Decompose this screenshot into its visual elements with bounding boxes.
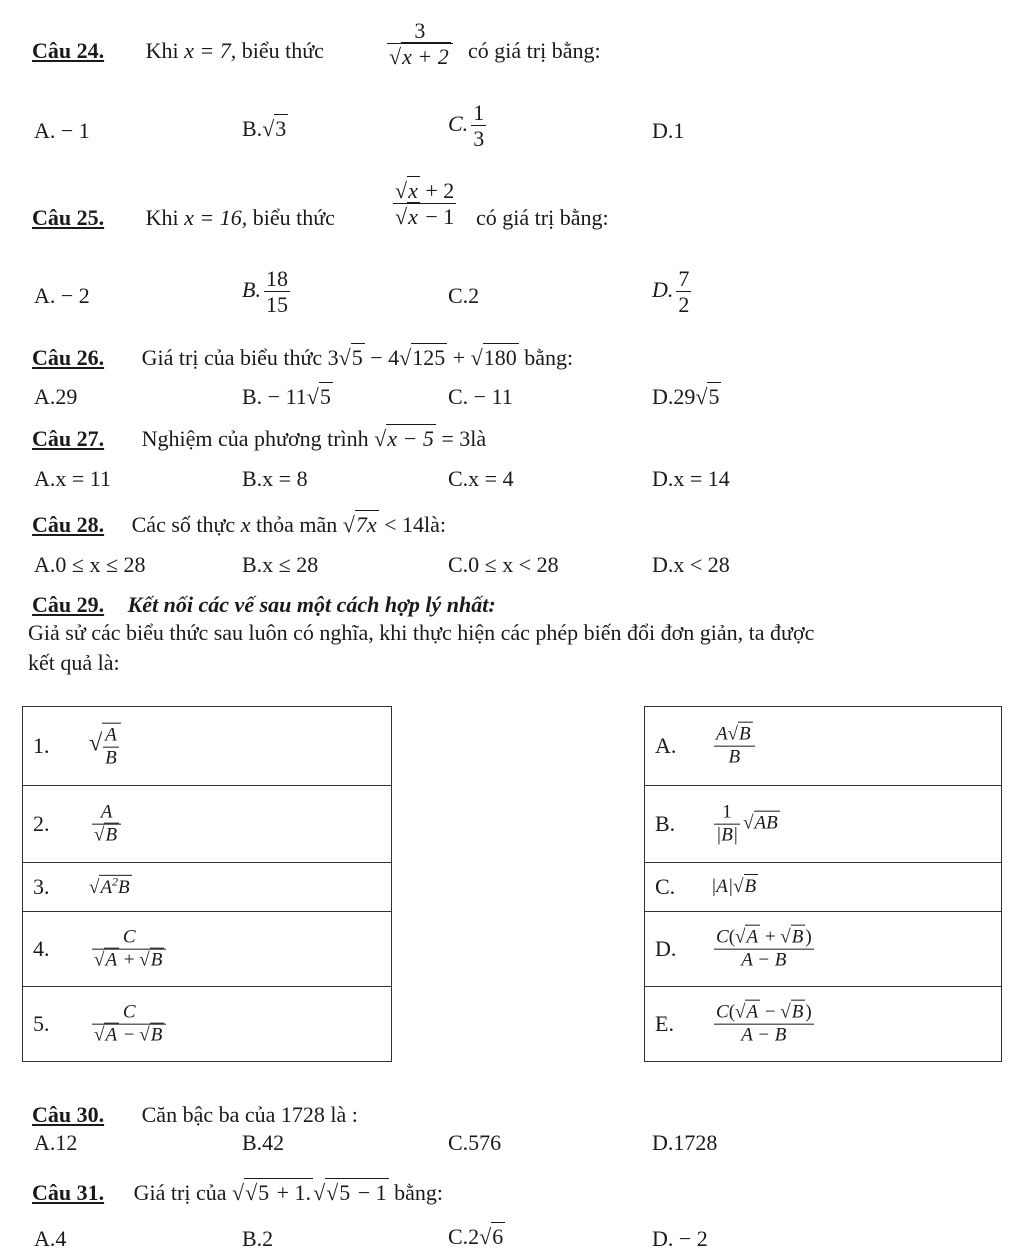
q29-left-table: [22, 706, 392, 1062]
q30-stem: [32, 1102, 358, 1128]
q24-text-pre: Khi: [145, 38, 179, 63]
right-row-e: E. $\frac{C(√A - √B )}{A - B}$: [655, 1001, 812, 1046]
q26-option-d: D.29√5: [652, 384, 720, 409]
q29-line1: Giả sử các biểu thức sau luôn có nghĩa, khi thực hiện các phép biến đổi đơn giản, ta được: [28, 620, 815, 645]
q28-option-d: D.x < 28: [652, 552, 730, 577]
q24-text-mid: biểu thức: [241, 38, 324, 63]
q30-text: Căn bậc ba của 1728 là :: [141, 1102, 358, 1127]
left-row-3: 3. $√A^2B$: [23, 863, 391, 912]
right-row-a-letter: A.: [655, 733, 677, 758]
q27-stem: Câu 27. Nghiệm của phương trình √x − 5 = 3là: [32, 426, 487, 451]
q25-text-post: có giá trị bằng:: [476, 205, 609, 230]
left-row-1-num: 1.: [33, 733, 50, 758]
q29-heading: [32, 592, 496, 618]
q27-option-d: D.x = 14: [652, 466, 730, 491]
right-row-a: A. $\frac{A√B}{B}$: [645, 707, 1001, 786]
q29-label: Câu 29.: [32, 592, 105, 617]
q24-option-b: B.√3: [242, 116, 287, 141]
q26-label: Câu 26.: [32, 345, 105, 370]
q29-line2: kết quả là:: [28, 650, 120, 675]
q31-option-a: A.4: [34, 1226, 67, 1251]
q25-label: Câu 25.: [32, 205, 105, 230]
q31-option-c: C.2√6: [448, 1224, 504, 1249]
q28-stem: Câu 28. Các số thực x thỏa mãn √7x < 14là:: [32, 512, 446, 537]
left-row-1-expr: √ $\frac{A}{B}$: [89, 723, 124, 770]
q27-label: Câu 27.: [32, 426, 105, 451]
right-row-b: B. $\frac{1}{|B|}$ √AB: [645, 786, 1001, 863]
q27-option-b: B.x = 8: [242, 466, 308, 491]
q24-text-post: có giá trị bằng:: [468, 38, 601, 63]
left-row-5: 5. $\frac{C}{√A - √B}$: [23, 987, 391, 1061]
q25-option-b: B. $\frac{18}{15}$: [242, 266, 288, 318]
q29-right-table: [644, 706, 1002, 1062]
q30-option-c: C.576: [448, 1130, 502, 1155]
q24-expr-num: 3: [387, 18, 453, 44]
q25-option-a: A. − 2: [34, 283, 90, 308]
q26-option-a: A.29: [34, 384, 78, 409]
q30-option-d: D.1728: [652, 1130, 718, 1155]
q25-option-d: D. $\frac{7}{2}$: [652, 266, 690, 318]
q25-stem: Câu 25. Khi x = 16, biểu thức: [32, 205, 335, 230]
right-row-c: C. |A|√B: [645, 863, 1001, 912]
q28-option-b: B.x ≤ 28: [242, 552, 319, 577]
right-row-d: D. $\frac{C(√A + √B )}{A - B}$: [645, 912, 1001, 987]
q29-title: Kết nối các vế sau một cách hợp lý nhất:: [127, 592, 496, 617]
q30-label: Câu 30.: [32, 1102, 105, 1127]
q24-option-d: D.1: [652, 118, 685, 143]
left-row-1: [23, 707, 391, 786]
q24-expr-den: x + 2: [402, 44, 449, 70]
q28-option-a: A.0 ≤ x ≤ 28: [34, 552, 146, 577]
q24-cond: x = 7,: [184, 38, 237, 63]
left-row-4: 4. $\frac{C}{√A + √B}$: [23, 912, 391, 987]
q24-stem: [32, 38, 324, 64]
q24-option-a: A. − 1: [34, 118, 90, 143]
q25-option-c: C.2: [448, 283, 480, 308]
left-row-2: 2. $\frac{A}{√B}$: [23, 786, 391, 863]
q26-stem: Câu 26. Giá trị của biểu thức 3√5 − 4√125 + √180 bằng:: [32, 345, 574, 370]
q30-option-a: A.12: [34, 1130, 78, 1155]
q31-label: Câu 31.: [32, 1180, 105, 1205]
q31-option-d: D. − 2: [652, 1226, 708, 1251]
q24-expression: $\frac{3}{√x + 2}$: [384, 18, 456, 70]
q24-label: Câu 24.: [32, 38, 105, 63]
q31-option-b: B.2: [242, 1226, 274, 1251]
q26-option-c: C. − 11: [448, 384, 513, 409]
q27-option-c: C.x = 4: [448, 466, 514, 491]
q28-label: Câu 28.: [32, 512, 105, 537]
q28-option-c: C.0 ≤ x < 28: [448, 552, 559, 577]
q24-option-c: C. $\frac{1}{3}$: [448, 100, 485, 152]
q30-option-b: B.42: [242, 1130, 285, 1155]
q26-option-b: B. − 11√5: [242, 384, 331, 409]
q31-stem: Câu 31. Giá trị của √√5 + 1.√√5 − 1 bằng:: [32, 1180, 444, 1205]
q25-expression: $\frac{√x + 2}{√x - 1}$: [395, 178, 455, 230]
q27-option-a: A.x = 11: [34, 466, 111, 491]
